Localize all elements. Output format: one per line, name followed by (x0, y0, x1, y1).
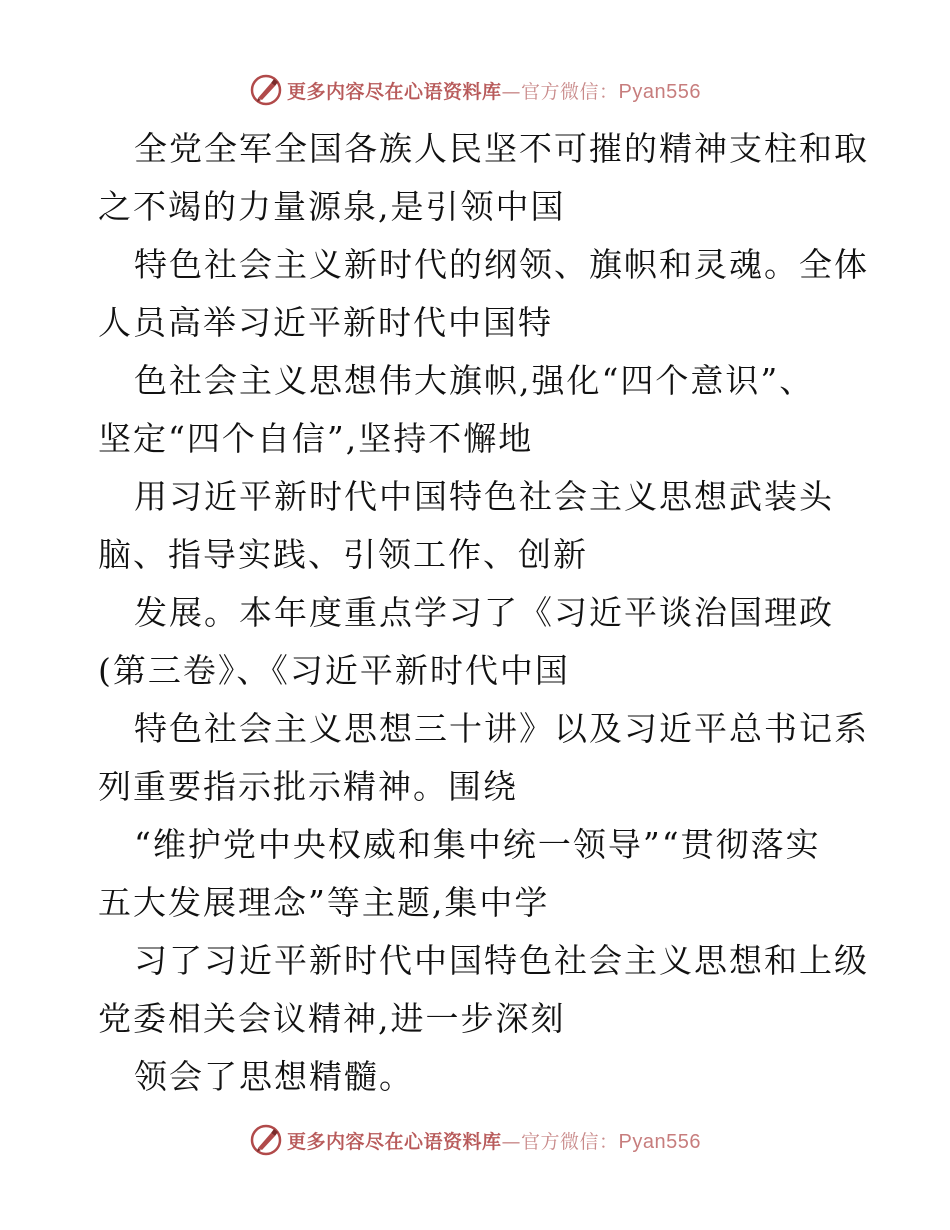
paragraph-line: 全党全军全国各族人民坚不可摧的精神支柱和取 (134, 129, 869, 168)
paragraph (98, 1048, 858, 1106)
paragraph-line: 之不竭的力量源泉,是引领中国 (98, 187, 566, 226)
paragraph-line: “维护党中央权威和集中统一领导”“贯彻落实 (134, 825, 821, 864)
pen-seal-icon (249, 1123, 283, 1157)
footer-banner-dash: — (501, 1130, 522, 1153)
paragraph (98, 932, 869, 1048)
paragraph-line: 用习近平新时代中国特色社会主义思想武装头 (134, 477, 834, 516)
footer-banner-main: 更多内容尽在心语资料库 (287, 1130, 502, 1153)
paragraph-line: 坚定“四个自信”,坚持不懈地 (98, 419, 534, 458)
paragraph (98, 120, 869, 236)
paragraph (98, 700, 869, 816)
footer-banner-id: Pyan556 (618, 1130, 701, 1153)
header-banner (0, 70, 950, 110)
paragraph (98, 236, 869, 352)
header-banner-text (287, 77, 701, 104)
header-banner-id: Pyan556 (618, 80, 701, 103)
paragraph-line: 领会了思想精髓。 (134, 1057, 414, 1096)
header-banner-main: 更多内容尽在心语资料库 (287, 80, 502, 103)
paragraph-line: 列重要指示批示精神。围绕 (98, 767, 518, 806)
paragraph-line: 特色社会主义新时代的纲领、旗帜和灵魂。全体 (134, 245, 869, 284)
paragraph-line: 发展。本年度重点学习了《习近平谈治国理政 (134, 593, 834, 632)
paragraph (98, 468, 858, 584)
paragraph-line: (第三卷》、《习近平新时代中国 (98, 651, 570, 690)
paragraph-line: 党委相关会议精神,进一步深刻 (98, 999, 566, 1038)
footer-banner-text (287, 1127, 701, 1154)
document-body (98, 120, 869, 1106)
paragraph-line: 人员高举习近平新时代中国特 (98, 303, 553, 342)
paragraph-line: 色社会主义思想伟大旗帜,强化“四个意识”、 (134, 361, 815, 400)
paragraph-line: 脑、指导实践、引领工作、创新 (98, 535, 588, 574)
paragraph (98, 584, 858, 700)
paragraph-line: 特色社会主义思想三十讲》以及习近平总书记系 (134, 709, 869, 748)
paragraph (98, 352, 858, 468)
footer-banner (0, 1120, 950, 1160)
header-banner-dash: — (501, 80, 522, 103)
header-banner-wechat: 官方微信： (521, 80, 619, 103)
paragraph-line: 习了习近平新时代中国特色社会主义思想和上级 (134, 941, 869, 980)
paragraph (98, 816, 858, 932)
pen-seal-icon (249, 73, 283, 107)
paragraph-line: 五大发展理念”等主题,集中学 (98, 883, 550, 922)
footer-banner-wechat: 官方微信： (521, 1130, 619, 1153)
